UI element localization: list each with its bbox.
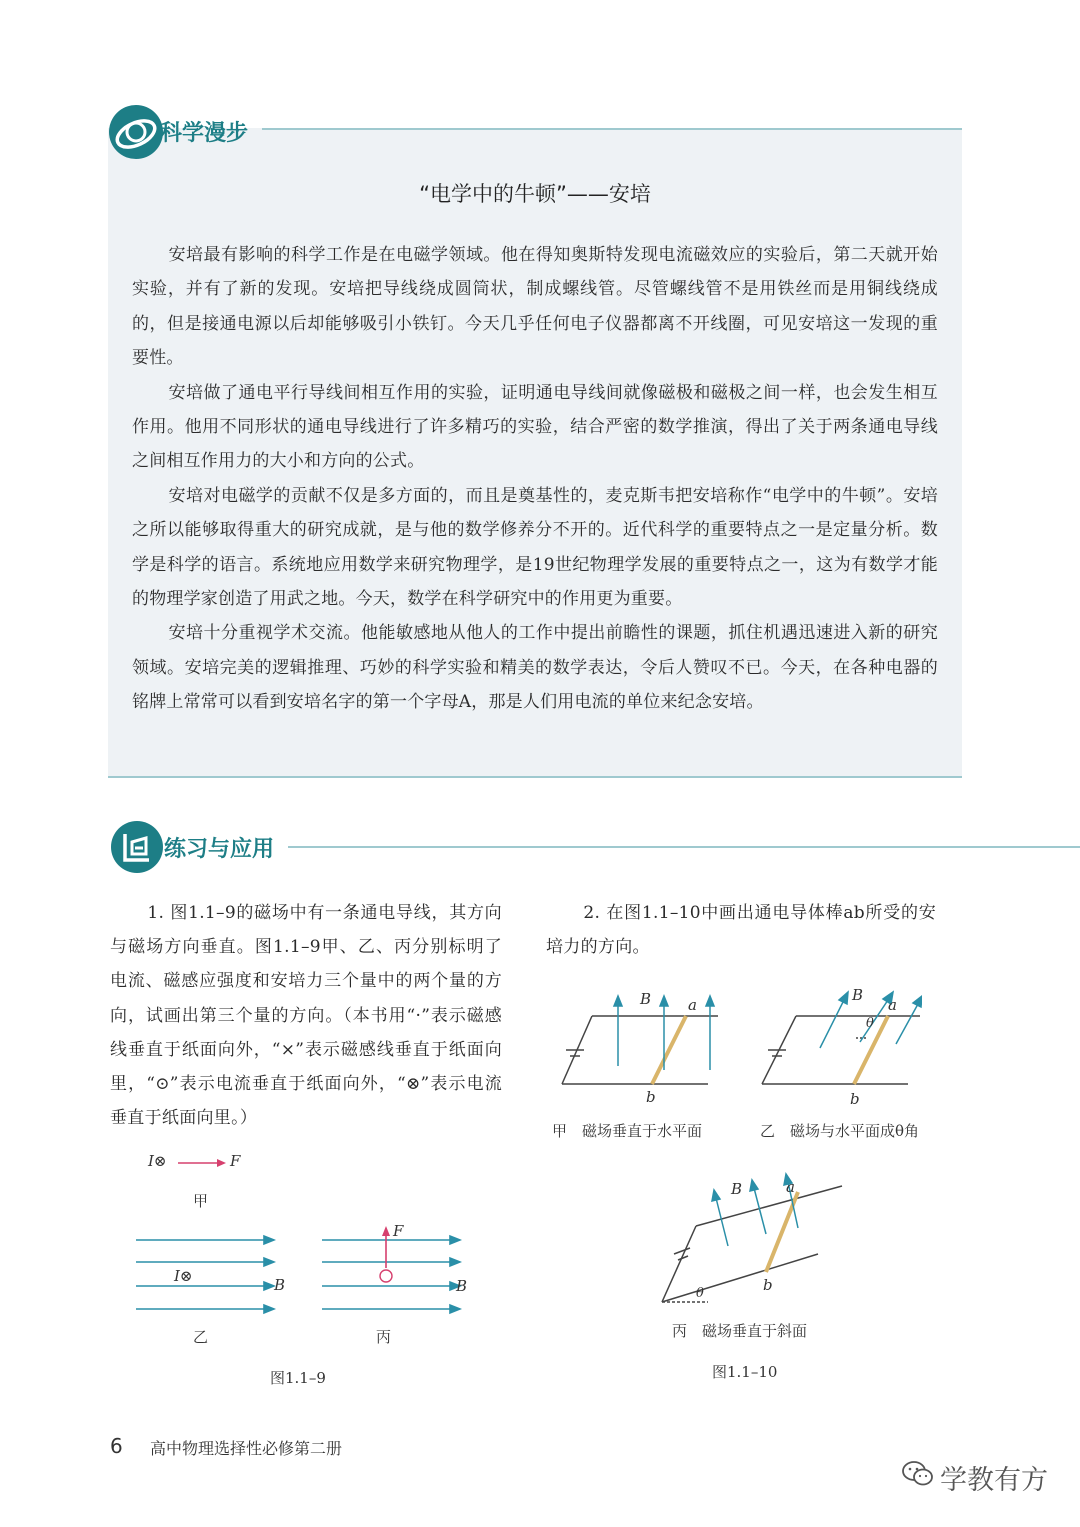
fig9-jia-force-arrow	[176, 1155, 228, 1171]
article-paragraph: 安培做了通电平行导线间相互作用的实验，证明通电导线间就像磁极和磁极之间一样，也会发生相互作用。他用不同形状的通电导线进行了许多精巧的实验，结合严密的数学推演，得出了关于两条通电导线之间相互作用力的大小和方向的公式。	[132, 382, 938, 472]
fig10-jia-b-label: b	[646, 1088, 656, 1106]
article-body	[132, 238, 938, 720]
fig10-bing-theta-label: θ	[696, 1286, 704, 1301]
fig10-bing-a-label: a	[786, 1178, 795, 1196]
fig9-bing-force-label: F	[393, 1222, 404, 1240]
fig10-bing-diagram	[656, 1168, 846, 1308]
fig10-yi-caption: 乙 磁场与水平面成θ角	[760, 1122, 920, 1140]
fig10-yi-diagram	[756, 986, 922, 1090]
fig10-yi-theta-label: θ	[866, 1016, 874, 1031]
fig10-jia-diagram	[552, 990, 724, 1090]
exercise-section-icon	[110, 820, 164, 874]
science-section-icon	[108, 104, 164, 160]
fig9-jia-caption: 甲	[193, 1192, 209, 1210]
article-title: “电学中的牛顿”——安培	[419, 182, 651, 206]
book-title: 高中物理选择性必修第二册	[150, 1439, 343, 1458]
fig10-jia-caption: 甲 磁场垂直于水平面	[552, 1122, 703, 1140]
fig10-bing-B-label: B	[731, 1180, 743, 1198]
fig10-jia-a-label: a	[688, 996, 697, 1014]
exercise-section-title: 练习与应用	[164, 837, 275, 862]
fig9-bing-field-lines	[320, 1222, 462, 1322]
fig10-yi-B-label: B	[852, 986, 864, 1004]
fig9-bing-field-label: B	[456, 1277, 468, 1295]
fig9-yi-field-label: B	[274, 1276, 286, 1294]
fig9-yi-caption: 乙	[193, 1328, 209, 1346]
article-paragraph: 安培十分重视学术交流。他能敏感地从他人的工作中提出前瞻性的课题，抓住机遇迅速进入新的研究领域。安培完美的逻辑推理、巧妙的科学实验和精美的数学表达，令后人赞叹不已。今天，在各种电器的铭牌上常常可以看到安培名字的第一个字母A，那是人们用电流的单位来纪念安培。	[132, 623, 938, 713]
fig9-jia-current-label: I⊗	[148, 1152, 167, 1170]
page-number: 6	[110, 1434, 123, 1458]
fig9-yi-current-label: I⊗	[174, 1267, 193, 1285]
fig10-yi-a-label: a	[888, 996, 897, 1014]
article-paragraph: 安培最有影响的科学工作是在电磁学领域。他在得知奥斯特发现电流磁效应的实验后，第二天就开始实验，并有了新的发现。安培把导线绕成圆筒状，制成螺线管。尽管螺线管不是用铁丝而是用铜线绕成的，但是接通电源以后却能够吸引小铁钉。今天几乎任何电子仪器都离不开线圈，可见安培这一发现的重要性。	[132, 245, 938, 369]
fig10-caption: 图1.1–10	[712, 1363, 778, 1381]
article-paragraph: 安培对电磁学的贡献不仅是多方面的，而且是奠基性的，麦克斯韦把安培称作“电学中的牛顿”。安培之所以能够取得重大的研究成就，是与他的数学修养分不开的。近代科学的重要特点之一是定量分析。数学是科学的语言。系统地应用数学来研究物理学，是19世纪物理学发展的重要特点之一，这为有数学才能的物理学家创造了用武之地。今天，数学在科学研究中的作用更为重要。	[132, 485, 938, 610]
fig10-jia-B-label: B	[640, 990, 652, 1008]
question-2: 2. 在图1.1–10中画出通电导体棒ab所受的安培力的方向。	[546, 903, 936, 958]
fig9-caption: 图1.1–9	[270, 1369, 326, 1387]
fig9-yi-field-lines	[134, 1228, 276, 1320]
question-1: 1. 图1.1–9的磁场中有一条通电导线，其方向与磁场方向垂直。图1.1–9甲、乙、丙分别标明了电流、磁感应强度和安培力三个量中的两个量的方向，试画出第三个量的方向。（本书用“·”表示磁感线垂直于纸面向外，“×”表示磁感线垂直于纸面向里，“⊙”表示电流垂直于纸面向外，“⊗”表示电流垂直于纸面向里。）	[110, 903, 502, 1129]
science-box-bottom-rule	[108, 776, 962, 778]
fig9-jia-force-label: F	[230, 1152, 241, 1170]
science-section-rule	[262, 128, 962, 130]
fig9-bing-caption: 丙	[376, 1328, 392, 1346]
fig10-yi-b-label: b	[850, 1090, 860, 1108]
exercise-section-rule	[288, 846, 1080, 848]
science-section-title: 科学漫步	[160, 121, 249, 146]
wechat-icon	[902, 1460, 934, 1488]
fig10-bing-caption: 丙 磁场垂直于斜面	[672, 1322, 808, 1340]
watermark-text: 学教有方	[940, 1465, 1048, 1496]
fig10-bing-b-label: b	[763, 1276, 773, 1294]
